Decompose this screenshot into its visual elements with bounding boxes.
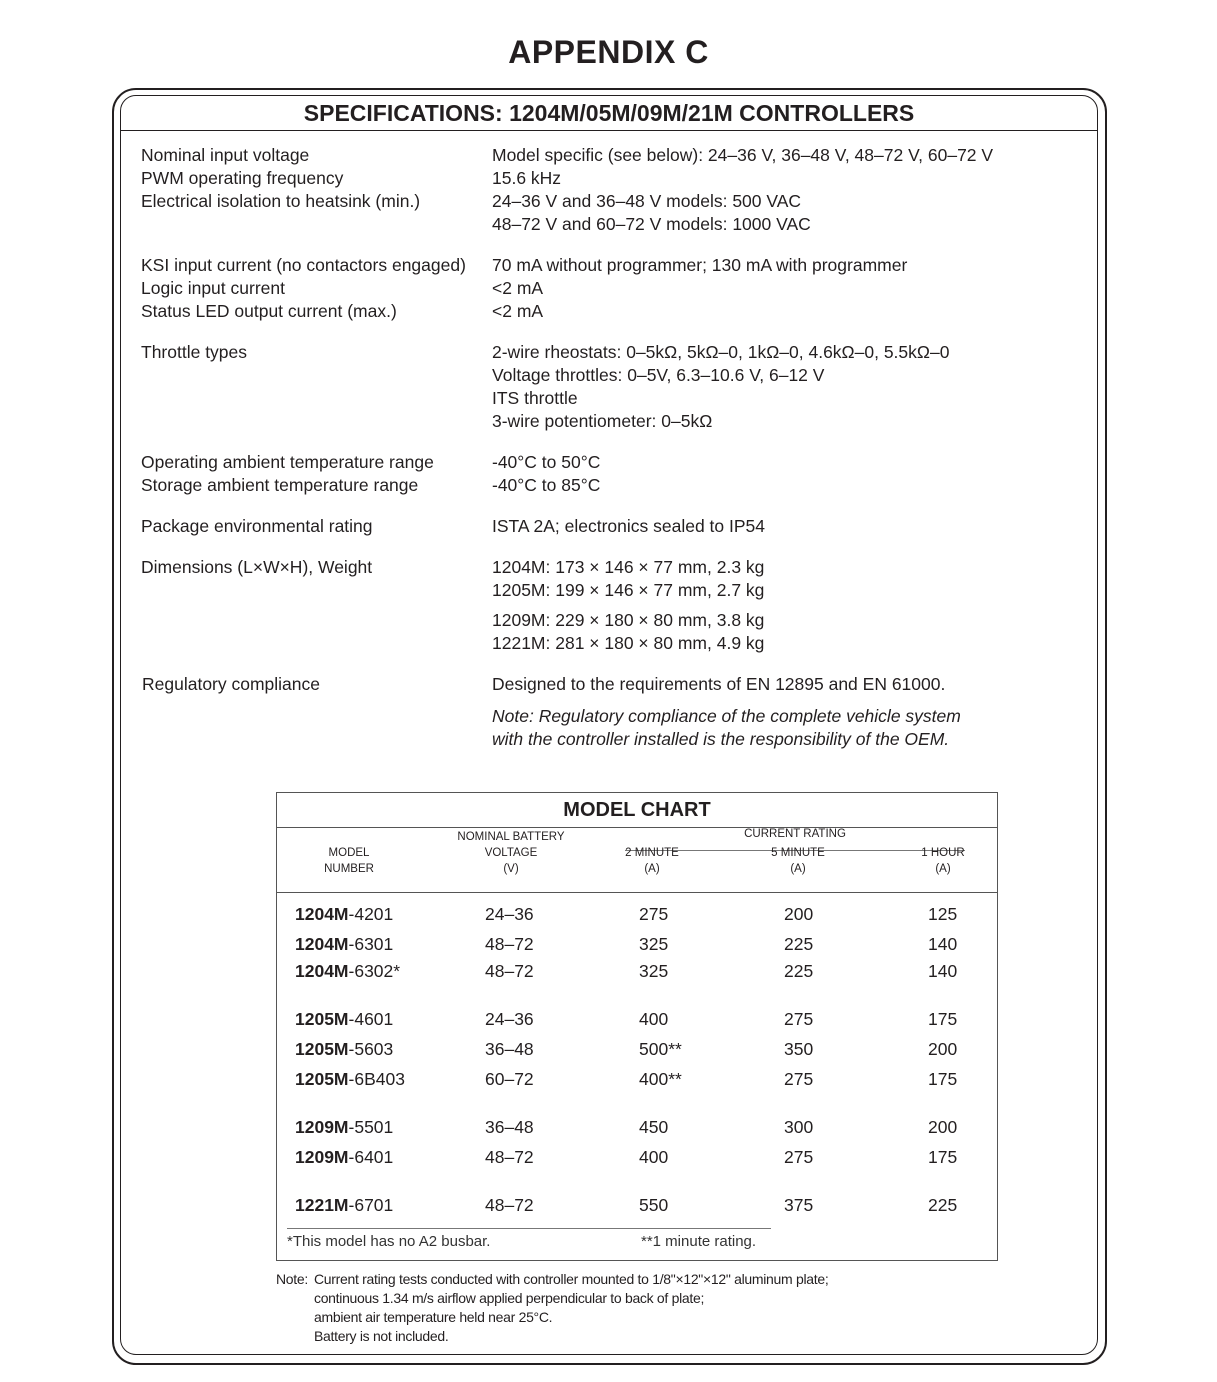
model-number: 1204M-4201 xyxy=(295,904,394,924)
header-text: (A) xyxy=(790,863,806,875)
voltage-cell: 48–72 xyxy=(485,1147,534,1167)
spec-title: SPECIFICATIONS: 1204M/05M/09M/21M CONTROLLERS xyxy=(121,96,1097,131)
spec-label: Package environmental rating xyxy=(141,516,373,536)
spec-label: Storage ambient temperature range xyxy=(141,475,419,495)
spec-value: 1221M: 281 × 180 × 80 mm, 4.9 kg xyxy=(492,633,765,653)
spec-value: -40°C to 50°C xyxy=(492,452,601,472)
five-min-cell: 225 xyxy=(784,961,814,981)
spec-label: Regulatory compliance xyxy=(142,674,321,694)
table-row xyxy=(277,1115,997,1139)
table-row xyxy=(277,1067,997,1091)
header-text: 5 MINUTE xyxy=(771,847,825,859)
model-number: 1204M-6302* xyxy=(295,961,401,981)
five-min-cell: 275 xyxy=(784,1147,814,1167)
spec-label: Operating ambient temperature range xyxy=(141,452,434,472)
two-min-cell: 450 xyxy=(639,1117,669,1137)
spec-value: ISTA 2A; electronics sealed to IP54 xyxy=(492,516,766,536)
model-number: 1205M-6B403 xyxy=(295,1069,405,1089)
model-number: 1209M-5501 xyxy=(295,1117,394,1137)
one-hour-cell: 125 xyxy=(928,904,958,924)
table-row xyxy=(277,1145,997,1169)
two-min-cell: 400 xyxy=(639,1147,669,1167)
spec-value: 3-wire potentiometer: 0–5kΩ xyxy=(492,411,713,431)
spec-note: with the controller installed is the responsibility of the OEM. xyxy=(492,729,950,749)
note-line: Current rating tests conducted with controller mounted to 1/8"×12"×12" aluminum plate; xyxy=(314,1271,829,1287)
footnote-rating: **1 minute rating. xyxy=(641,1233,757,1250)
header-text: NUMBER xyxy=(324,863,374,875)
model-chart-header xyxy=(277,829,997,893)
note-line: continuous 1.34 m/s airflow applied perpendicular to back of plate; xyxy=(314,1290,705,1306)
spec-value: 1204M: 173 × 146 × 77 mm, 2.3 kg xyxy=(492,557,765,577)
five-min-cell: 225 xyxy=(784,934,814,954)
spec-value: <2 mA xyxy=(492,278,544,298)
header-text: (A) xyxy=(935,863,951,875)
header-text: 2 MINUTE xyxy=(625,847,679,859)
five-min-cell: 350 xyxy=(784,1039,814,1059)
footnote-busbar: *This model has no A2 busbar. xyxy=(287,1233,491,1250)
spec-value: 1209M: 229 × 180 × 80 mm, 3.8 kg xyxy=(492,610,765,630)
footnote-divider xyxy=(287,1228,771,1229)
two-min-cell: 325 xyxy=(639,934,669,954)
table-row xyxy=(277,902,997,926)
model-number: 1205M-4601 xyxy=(295,1009,394,1029)
spec-value: 48–72 V and 60–72 V models: 1000 VAC xyxy=(492,214,811,234)
spec-value: ITS throttle xyxy=(492,388,578,408)
note-line: Battery is not included. xyxy=(314,1328,449,1344)
two-min-cell: 500** xyxy=(639,1039,682,1059)
one-hour-cell: 200 xyxy=(928,1039,958,1059)
voltage-cell: 36–48 xyxy=(485,1117,534,1137)
voltage-cell: 24–36 xyxy=(485,904,534,924)
spec-label: Dimensions (L×W×H), Weight xyxy=(141,557,373,577)
spec-value: Model specific (see below): 24–36 V, 36–48 V, 48–72 V, 60–72 V xyxy=(492,145,994,165)
five-min-cell: 300 xyxy=(784,1117,814,1137)
two-min-cell: 400 xyxy=(639,1009,669,1029)
note-line: ambient air temperature held near 25°C. xyxy=(314,1309,553,1325)
five-min-cell: 275 xyxy=(784,1009,814,1029)
spec-value: <2 mA xyxy=(492,301,544,321)
voltage-cell: 24–36 xyxy=(485,1009,534,1029)
header-5-minute xyxy=(753,845,843,877)
spec-value: 15.6 kHz xyxy=(492,168,562,188)
one-hour-cell: 140 xyxy=(928,961,958,981)
two-min-cell: 275 xyxy=(639,904,669,924)
model-number: 1205M-5603 xyxy=(295,1039,394,1059)
voltage-cell: 36–48 xyxy=(485,1039,534,1059)
two-min-cell: 550 xyxy=(639,1195,669,1215)
model-chart-title: MODEL CHART xyxy=(277,793,997,828)
voltage-cell: 48–72 xyxy=(485,1195,534,1215)
spec-label: Nominal input voltage xyxy=(141,145,310,165)
two-min-cell: 400** xyxy=(639,1069,682,1089)
table-row xyxy=(277,1007,997,1031)
header-text: 1 HOUR xyxy=(921,847,965,859)
header-text: MODEL xyxy=(328,847,370,859)
table-row xyxy=(277,1193,997,1217)
spec-value: 24–36 V and 36–48 V models: 500 VAC xyxy=(492,191,802,211)
one-hour-cell: 175 xyxy=(928,1009,958,1029)
appendix-title: APPENDIX C xyxy=(508,34,709,70)
one-hour-cell: 175 xyxy=(928,1069,958,1089)
spec-label: Electrical isolation to heatsink (min.) xyxy=(141,191,421,211)
model-chart xyxy=(276,792,998,1261)
header-text: (A) xyxy=(644,863,660,875)
model-number: 1209M-6401 xyxy=(295,1147,394,1167)
table-row xyxy=(277,1037,997,1061)
header-text: VOLTAGE xyxy=(484,847,538,859)
spec-label: Logic input current xyxy=(141,278,285,298)
five-min-cell: 200 xyxy=(784,904,814,924)
header-text: (V) xyxy=(503,863,519,875)
spec-note: Note: Regulatory compliance of the complete vehicle system xyxy=(492,706,961,726)
spec-value: 1205M: 199 × 146 × 77 mm, 2.7 kg xyxy=(492,580,765,600)
header-text: NOMINAL BATTERY xyxy=(457,831,565,843)
spec-label: PWM operating frequency xyxy=(141,168,344,188)
spec-value: 70 mA without programmer; 130 mA with programmer xyxy=(492,255,908,275)
one-hour-cell: 200 xyxy=(928,1117,958,1137)
spec-value: Designed to the requirements of EN 12895 and EN 61000. xyxy=(492,674,946,694)
five-min-cell: 275 xyxy=(784,1069,814,1089)
spec-value: 2-wire rheostats: 0–5kΩ, 5kΩ–0, 1kΩ–0, 4.6kΩ–0, 5.5kΩ–0 xyxy=(492,342,950,362)
model-number: 1221M-6701 xyxy=(295,1195,394,1215)
header-1-hour xyxy=(907,845,979,877)
note-label: Note: xyxy=(276,1271,308,1287)
header-2-minute xyxy=(607,845,697,877)
one-hour-cell: 175 xyxy=(928,1147,958,1167)
one-hour-cell: 225 xyxy=(928,1195,958,1215)
five-min-cell: 375 xyxy=(784,1195,814,1215)
spec-label: Status LED output current (max.) xyxy=(141,301,397,321)
spec-value: -40°C to 85°C xyxy=(492,475,601,495)
one-hour-cell: 140 xyxy=(928,934,958,954)
header-model xyxy=(299,845,399,877)
table-row xyxy=(277,932,997,956)
spec-value: Voltage throttles: 0–5V, 6.3–10.6 V, 6–12 V xyxy=(492,365,825,385)
spec-label: KSI input current (no contactors engaged) xyxy=(141,255,466,275)
voltage-cell: 48–72 xyxy=(485,934,534,954)
model-number: 1204M-6301 xyxy=(295,934,394,954)
table-row xyxy=(277,959,997,983)
two-min-cell: 325 xyxy=(639,961,669,981)
header-voltage xyxy=(441,829,581,877)
spec-label: Throttle types xyxy=(141,342,248,362)
header-current-rating: CURRENT RATING xyxy=(744,828,846,840)
voltage-cell: 60–72 xyxy=(485,1069,534,1089)
voltage-cell: 48–72 xyxy=(485,961,534,981)
